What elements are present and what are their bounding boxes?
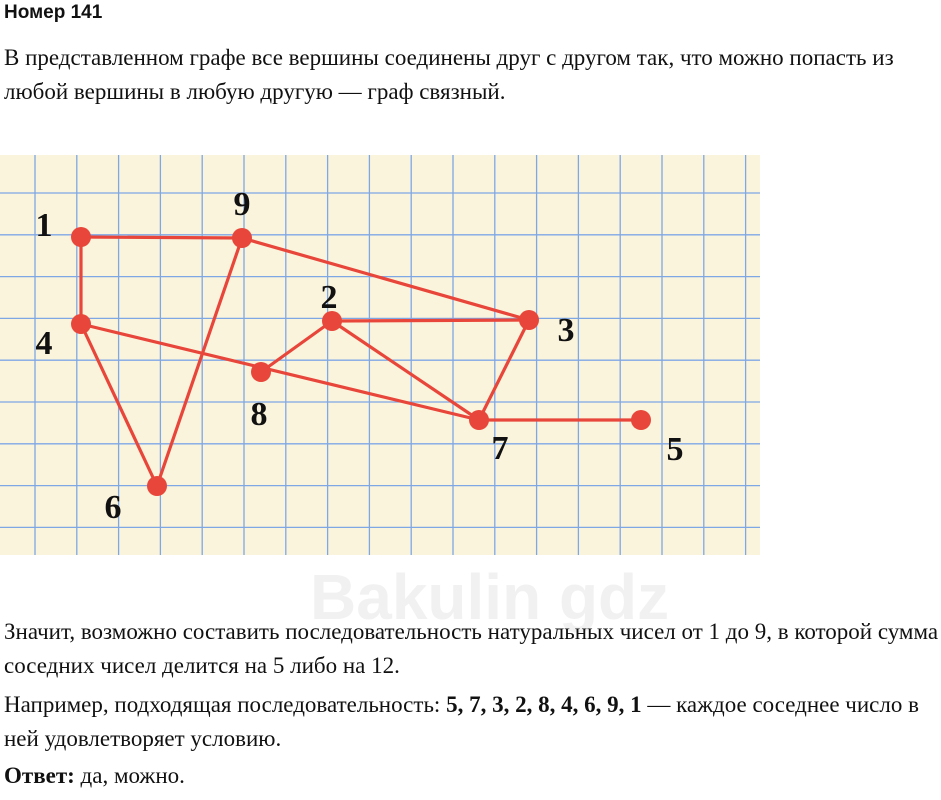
answer-label: Ответ:	[4, 763, 75, 788]
vertex-7	[469, 410, 489, 430]
vertex-6	[147, 476, 167, 496]
vertex-9	[232, 228, 252, 248]
answer-text	[4, 759, 939, 793]
example-sequence: 5, 7, 3, 2, 8, 4, 6, 9, 1	[446, 692, 642, 717]
vertex-label-9: 9	[233, 185, 251, 223]
vertex-label-4: 4	[35, 324, 53, 362]
graph-figure	[0, 155, 760, 560]
example-prefix: Например, подходящая последовательность:	[4, 692, 447, 717]
vertex-3	[519, 310, 539, 330]
problem-heading: Номер 141	[4, 2, 103, 23]
vertex-1	[71, 227, 91, 247]
vertex-label-1: 1	[35, 206, 53, 244]
vertex-label-8: 8	[250, 395, 268, 433]
vertex-label-3: 3	[557, 311, 575, 349]
example-text	[4, 688, 939, 756]
watermark: Bakulin gdz	[310, 561, 670, 633]
vertex-label-5: 5	[666, 430, 684, 468]
edge-1-9	[81, 237, 242, 238]
answer-value: да, можно.	[74, 763, 185, 788]
vertex-8	[251, 362, 271, 382]
edge-2-3	[332, 320, 529, 321]
intro-text: В представленном графе все вершины соединены друг с другом так, что можно попасть из любой вершины в любую другую — граф связный.	[4, 45, 894, 104]
vertex-4	[71, 314, 91, 334]
example-suffix: — каждое соседнее число в ней удовлетворяет условию.	[4, 692, 919, 751]
conclusion-text: Значит, возможно составить последовательность натуральных чисел от 1 до 9, в которой сумма соседних чисел делится на 5 либо на 12.	[4, 619, 939, 678]
vertex-label-7: 7	[491, 429, 509, 467]
vertex-label-6: 6	[104, 488, 122, 526]
vertex-label-2: 2	[320, 278, 338, 316]
graph-svg	[0, 155, 760, 555]
vertex-5	[631, 410, 651, 430]
